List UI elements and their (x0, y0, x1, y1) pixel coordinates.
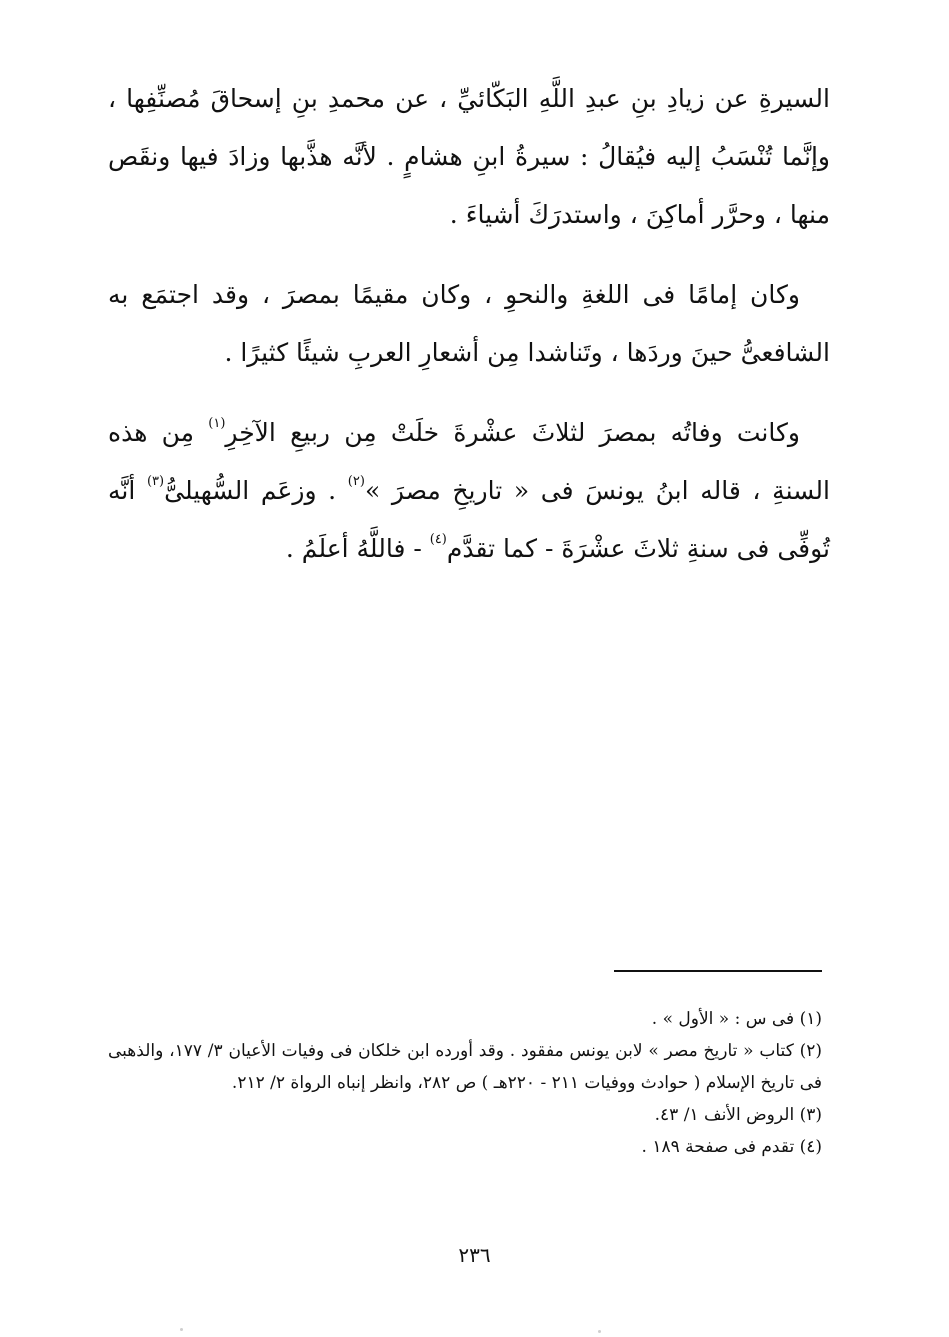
paragraph-text: أنَّه تُوفِّى فى سنةِ ثلاثَ عشْرَةَ - كما تقدَّم (108, 476, 830, 563)
paragraph-text: السيرةِ عن زيادِ بنِ عبدِ اللَّهِ البَكّائيِّ ، عن محمدِ بنِ إسحاقَ مُصنِّفِها ، وإنَّما تُنْسَبُ إليه فيُقالُ : سيرةُ ابنِ هشامٍ . لأنَّه هذَّبها وزادَ فيها ونقَص منها ، وحرَّر أماكِنَ ، واستدرَكَ أشياءَ . (108, 84, 830, 229)
paragraph-text: وكانت وفاتُه بمصرَ لثلاثَ عشْرةَ خلَتْ مِن ربيعِ الآخِرِ (225, 418, 800, 447)
footnote-reference: (٢) (347, 474, 365, 489)
footnote-item: (٤) تقدم فى صفحة ١٨٩ . (641, 1137, 822, 1157)
paragraph-text: مِن هذه السنةِ ، قاله ابنُ يونسَ فى « تاريخِ مصرَ » (108, 418, 830, 505)
footnote-item: (٢) كتاب « تاريخ مصر » لابن يونس مفقود . وقد أورده ابن خلكان فى وفيات الأعيان ٣/ ١٧٧، والذهبى فى تاريخ الإسلام ( حوادث ووفيات ٢١١ - ٢٢٠هـ ) ص ٢٨٢، وانظر إنباه الرواة ٢/ ٢١٢. (108, 1041, 822, 1093)
paragraph-text: - فاللَّهُ أعلَمُ . (285, 534, 430, 563)
footnote-reference: (٣) (146, 474, 165, 489)
footnote-reference: (٤) (429, 532, 447, 547)
footnote-divider (614, 970, 822, 972)
page-number: ٢٣٦ (458, 1243, 491, 1267)
paragraph (108, 404, 830, 578)
main-text (108, 70, 830, 600)
paragraph (108, 70, 830, 244)
paragraph-text: وكان إمامًا فى اللغةِ والنحوِ ، وكان مقيمًا بمصرَ ، وقد اجتمَع به الشافعىُّ حينَ وردَها ، وتَناشدا مِن أشعارِ العربِ شيئًا كثيرًا . (108, 280, 830, 367)
scan-speck (598, 1330, 601, 1333)
footnote-item: (٣) الروض الأنف ١/ ٤٣. (654, 1105, 822, 1125)
footnote-item: (١) فى س : « الأول » . (651, 1009, 822, 1029)
scan-speck (180, 1328, 183, 1331)
paragraph (108, 266, 830, 382)
footnote-reference: (١) (208, 416, 226, 431)
footnotes (108, 1003, 822, 1163)
paragraph-text: . وزعَم السُّهيلىُّ (164, 476, 348, 505)
